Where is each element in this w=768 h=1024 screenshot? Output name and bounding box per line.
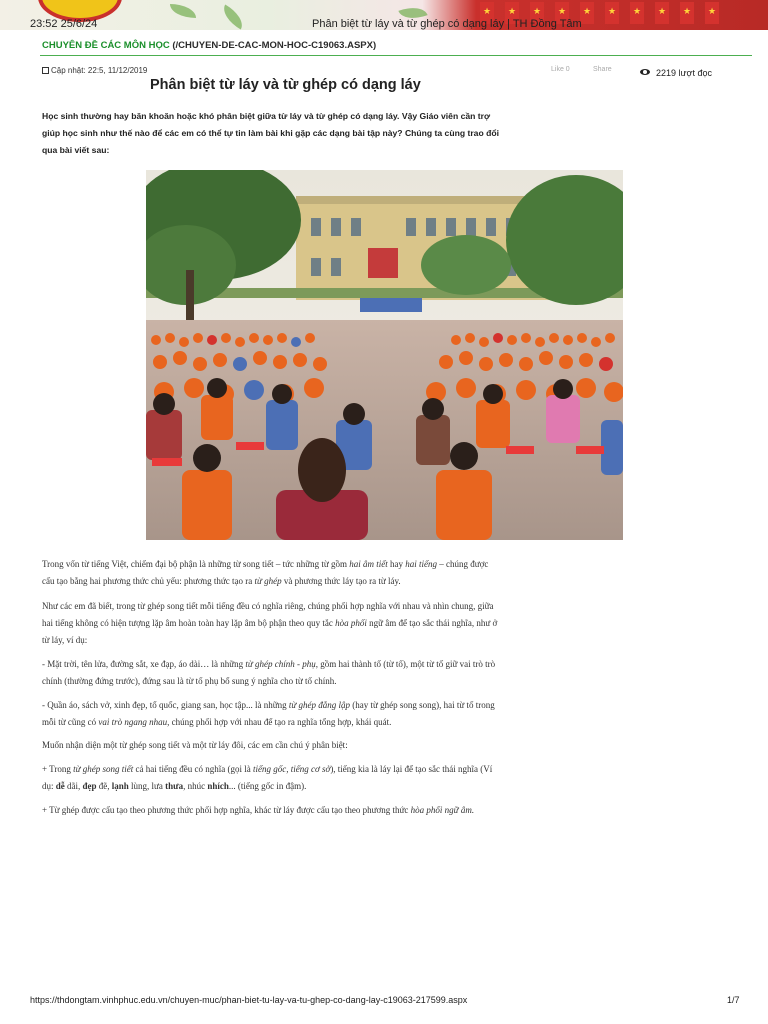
paragraph-2: Như các em đã biết, trong từ ghép song tiết mỗi tiếng đều có nghĩa riêng, chúng phối hợp nghĩa với nhau và nhìn chung, giữa hai tiếng không có hiện tượng lặp âm hoàn toàn hay lặp âm bộ phận theo quy tắc hòa phối ngữ âm để tạo sắc thái nghĩa, như ở từ láy, ví dụ:: [42, 601, 498, 645]
share-button[interactable]: Share: [593, 66, 612, 73]
paragraph-4: - Quần áo, sách vở, xinh đẹp, tổ quốc, giang san, học tập... là những từ ghép đẳng lập (hay từ ghép song song), hai từ tố trong mỗi từ cũng có vai trò ngang nhau, chúng phối hợp với nhau để tạo ra nghĩa tổng hợp, khái quát.: [42, 700, 495, 727]
flag-icon: ★: [705, 2, 719, 24]
flag-icon: ★: [630, 2, 644, 24]
paragraph-5: Muốn nhận diện một từ ghép song tiết và một từ láy đôi, các em cần chú ý phân biệt:: [42, 740, 348, 750]
paragraph-1: Trong vốn từ tiếng Việt, chiếm đại bộ phận là những từ song tiết – tức những từ gồm hai âm tiết hay hai tiếng – chúng được cấu tạo bằng hai phương thức chủ yếu: phương thức tạo ra từ ghép và phương thức láy tạo ra từ láy.: [42, 559, 489, 586]
section-divider: [40, 55, 752, 56]
print-footer-url[interactable]: https://thdongtam.vinhphuc.edu.vn/chuyen-muc/phan-biet-tu-lay-va-tu-ghep-co-dang-lay-c19063-217599.aspx: [30, 995, 468, 1005]
flag-icon: ★: [680, 2, 694, 24]
flag-icon: ★: [555, 2, 569, 24]
school-event-photo: [146, 170, 623, 540]
eye-icon: [640, 69, 650, 75]
print-datetime: 23:52 25/6/24: [30, 18, 98, 30]
paragraph-3: - Mặt trời, tên lửa, đường sắt, xe đạp, áo dài… là những từ ghép chính - phụ, gồm hai thành tố (từ tố), một từ tố giữ vai trò trò chính (thường đứng trước), đứng sau là từ tố phụ bổ sung ý nghĩa cho từ tố chính.: [42, 659, 496, 686]
flag-icon: ★: [580, 2, 594, 24]
calendar-icon: [42, 67, 49, 74]
article-title: Phân biệt từ láy và từ ghép có dạng láy: [150, 77, 421, 93]
flag-icon: ★: [505, 2, 519, 24]
article-intro: Học sinh thường hay băn khoăn hoặc khó phân biệt giữa từ láy và từ ghép có dạng láy. Vậy Giáo viên cần trợ giúp học sinh như thế nào để các em có thể tự tin làm bài khi gặp các dạng bài tập này? Chúng ta cùng trao đổi qua bài viết sau:: [42, 111, 499, 155]
section-breadcrumb[interactable]: [42, 40, 376, 51]
flag-icon: ★: [605, 2, 619, 24]
print-page-number: 1/7: [727, 995, 740, 1005]
flag-icon: ★: [655, 2, 669, 24]
updated-timestamp: Cập nhật: 22:5, 11/12/2019: [42, 66, 147, 75]
section-name[interactable]: CHUYÊN ĐỀ CÁC MÔN HỌC: [42, 40, 170, 51]
flag-icon: ★: [530, 2, 544, 24]
view-count: 2219 lượt đọc: [640, 68, 712, 78]
flag-icon: ★: [480, 2, 494, 24]
paragraph-6: + Trong từ ghép song tiết cả hai tiếng đều có nghĩa (gọi là tiếng gốc, tiếng cơ sở), tiếng kia là láy lại để tạo sắc thái nghĩa (Ví dụ: dễ dãi, đẹp đẽ, lạnh lùng, lưa thưa, nhúc nhích... (tiếng gốc in đậm).: [42, 764, 493, 791]
paragraph-7: + Từ ghép được cấu tạo theo phương thức phối hợp nghĩa, khác từ láy được cấu tạo theo phương thức hòa phối ngữ âm.: [42, 805, 475, 815]
section-url[interactable]: (/CHUYEN-DE-CAC-MON-HOC-C19063.ASPX): [172, 40, 377, 51]
like-button[interactable]: Like 0: [551, 66, 570, 73]
print-page-title: Phân biệt từ láy và từ ghép có dạng láy | TH Đồng Tâm: [312, 18, 582, 30]
